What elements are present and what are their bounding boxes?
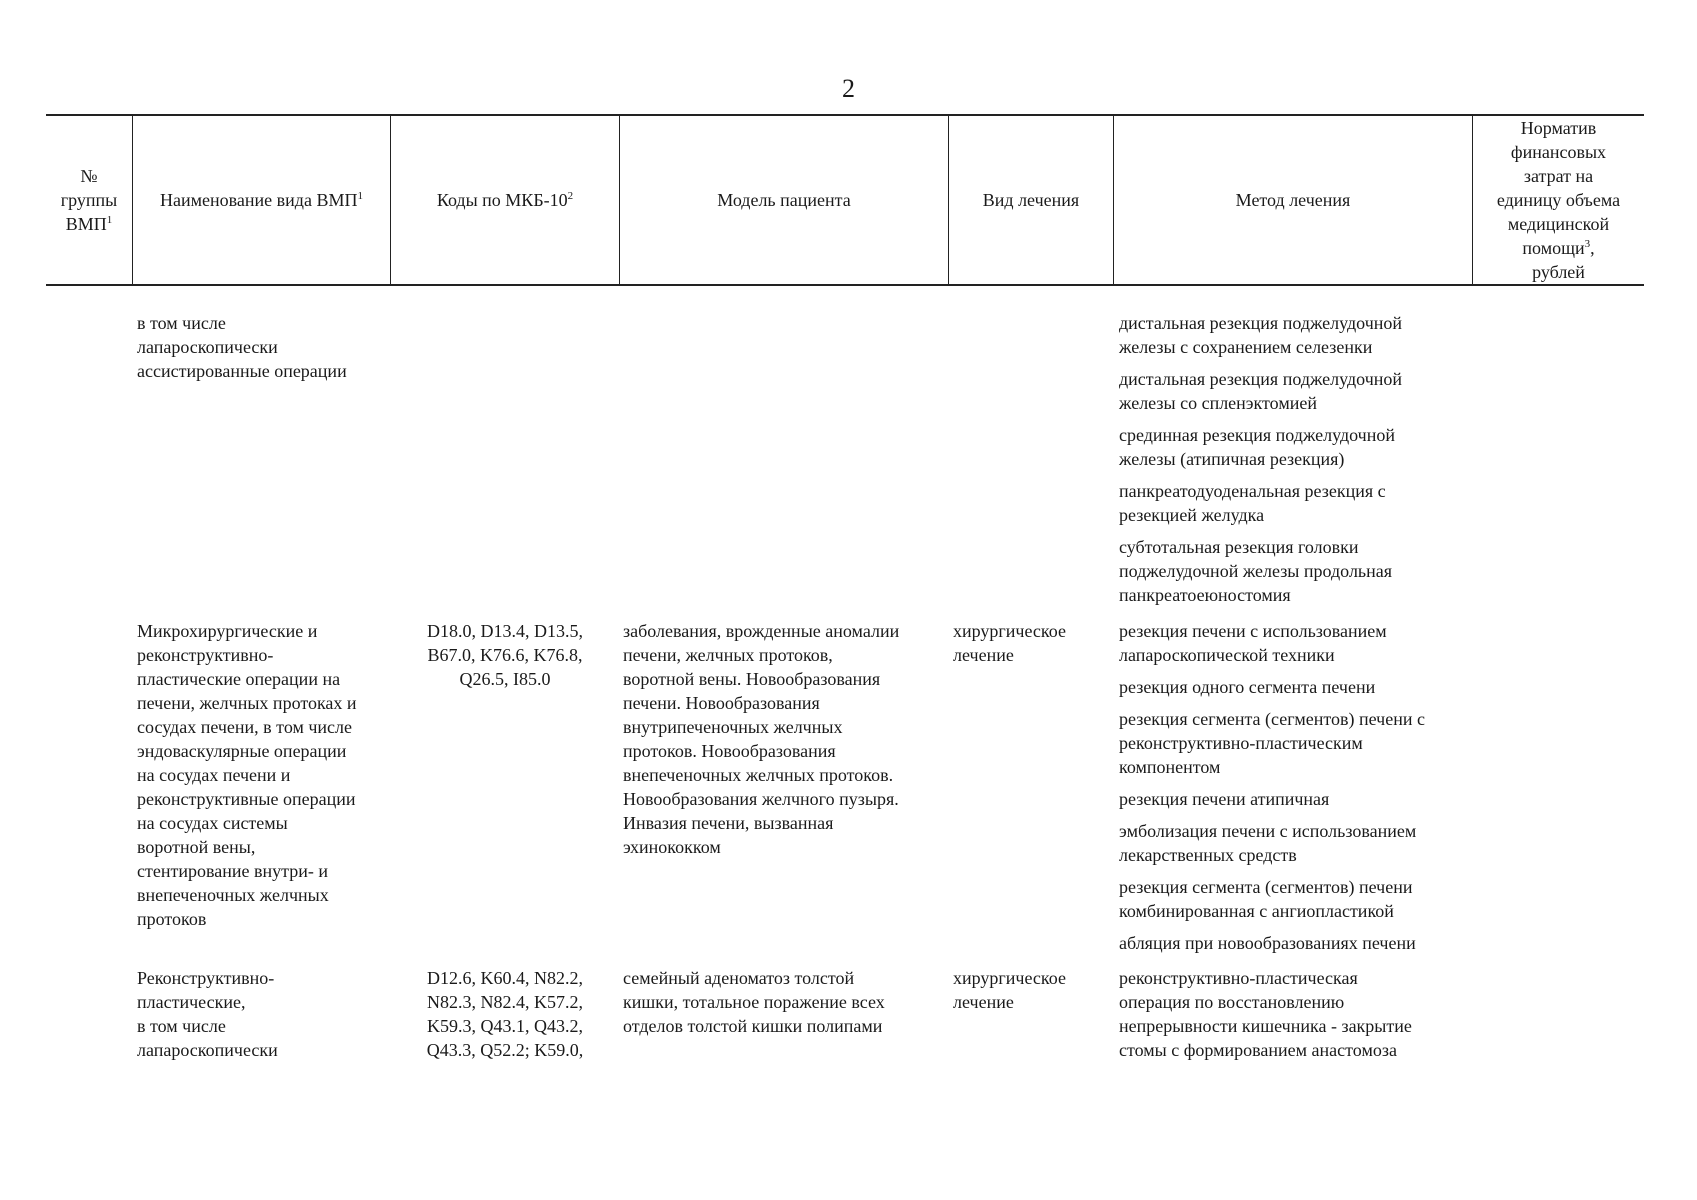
method-item: резекция сегмента (сегментов) печени с реконструктивно-пластическим компонентом: [1119, 709, 1425, 777]
method-item: дистальная резекция поджелудочной железы с сохранением селезенки: [1119, 313, 1403, 357]
row-3-vmp-name: Реконструктивно- пластические, в том числе лапароскопически: [137, 968, 278, 1060]
row-3-treatment-type: хирургическое лечение: [953, 968, 1066, 1012]
header-treatment-method: Метод лечения: [1235, 190, 1351, 210]
header-vmp-name: Наименование вида ВМП$^1$: [160, 190, 363, 210]
method-item: дистальная резекция поджелудочной железы со спленэктомией: [1119, 369, 1403, 413]
row-2-treatment-type: хирургическое лечение: [953, 621, 1066, 665]
row-2-methods: [1119, 619, 1479, 963]
row-1-methods: [1119, 311, 1479, 615]
method-item: резекция печени атипичная: [1119, 789, 1330, 809]
row-2-patient-model: заболевания, врожденные аномалии печени, желчных протоков, воротной вены. Новообразования печени. Новообразования внутрипеченочных желчных протоков. Новообразования внепеченочных желчных протоков. Новообразования желчного пузыря. Инвазия печени, вызванная эхинококком: [623, 621, 900, 857]
method-item: резекция сегмента (сегментов) печени комбинированная с ангиопластикой: [1119, 877, 1413, 921]
table-header-bottom-rule: [46, 284, 1644, 286]
method-item: резекция одного сегмента печени: [1119, 677, 1376, 697]
row-3-patient-model: семейный аденоматоз толстой кишки, тотальное поражение всех отделов толстой кишки полипами: [623, 968, 885, 1036]
row-2-vmp-name: Микрохирургические и реконструктивно- пластические операции на печени, желчных протоках и сосудах печени, в том числе эндоваскулярные операции на сосудах печени и реконструктивные операции на сосудах системы воротной вены, стентирование внутри- и внепеченочных желчных протоков: [137, 621, 357, 929]
method-item: реконструктивно-пластическая операция по восстановлению непрерывности кишечника - закрытие стомы с формированием анастомоза: [1119, 968, 1412, 1060]
method-item: субтотальная резекция головки поджелудочной железы продольная панкреатоеюностомия: [1119, 537, 1393, 605]
method-item: срединная резекция поджелудочной железы (атипичная резекция): [1119, 425, 1395, 469]
page-number: 2: [842, 74, 855, 103]
header-icd-codes: Коды по МКБ-$10^2$: [436, 190, 574, 210]
header-financial-norm: Норматив финансовых затрат на единицу объема медицинской помощи$^3$, рублей: [1496, 118, 1621, 282]
method-item: панкреатодуоденальная резекция с резекцией желудка: [1119, 481, 1386, 525]
row-3-icd-codes: D12.6, K60.4, N82.2, N82.3, N82.4, K57.2, K59.3, Q43.1, Q43.2, Q43.3, Q52.2; K59.0,: [426, 968, 584, 1060]
row-1-vmp-name: в том числе лапароскопически ассистированные операции: [137, 313, 347, 381]
row-3-methods: [1119, 966, 1479, 1070]
method-item: резекция печени с использованием лапароскопической техники: [1119, 621, 1387, 665]
method-item: абляция при новообразованиях печени: [1119, 933, 1416, 953]
header-patient-model: Модель пациента: [717, 190, 851, 210]
row-2-icd-codes: D18.0, D13.4, D13.5, B67.0, K76.6, K76.8, Q26.5, I85.0: [427, 621, 583, 689]
header-treatment-type: Вид лечения: [982, 190, 1080, 210]
header-group-number: № группы ВМП$^1$: [60, 166, 118, 234]
method-item: эмболизация печени с использованием лекарственных средств: [1119, 821, 1417, 865]
